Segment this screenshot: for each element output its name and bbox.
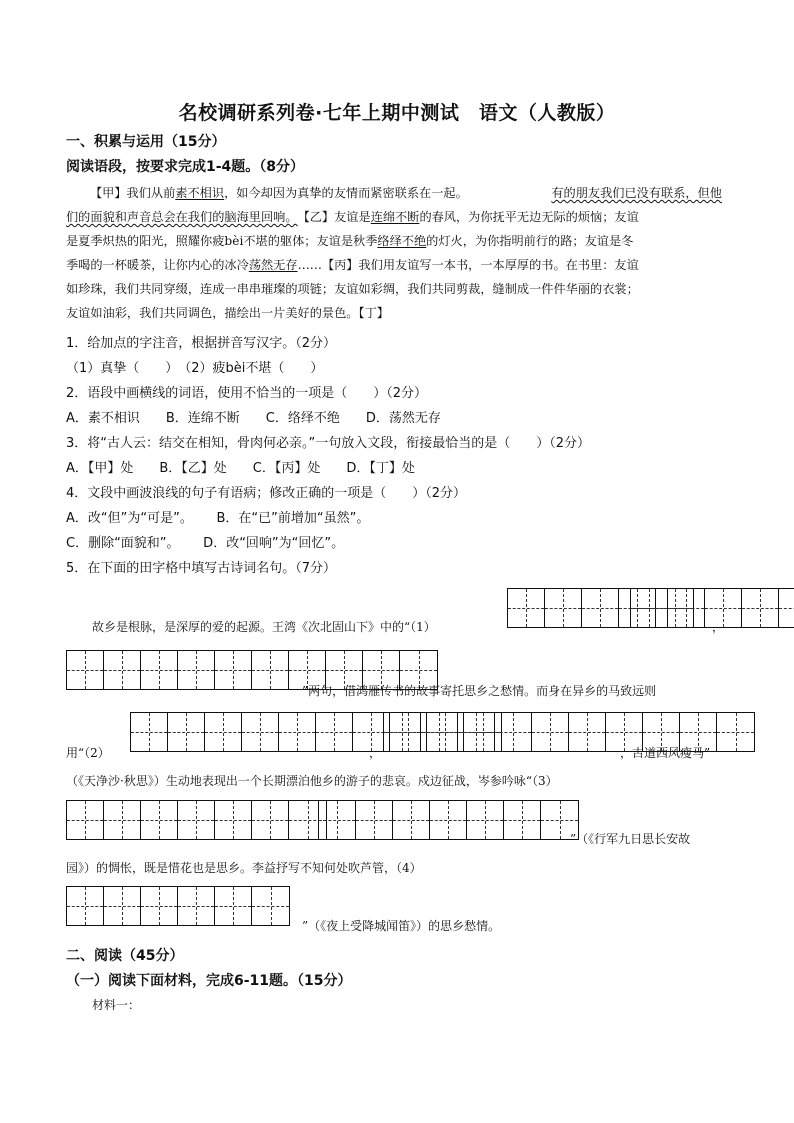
fill-text-6: 园》）的惆怅，既是惜花也是思乡。李益抒写不知何处吹芦管，（4）: [66, 861, 422, 875]
question-4-stem: 4．文段中画波浪线的句子有语病；修改正确的一项是（ ）（2分）: [66, 486, 467, 501]
passage-line-4: [66, 253, 722, 277]
question-4-options-cd: C．删除“面貌和”。 D．改“回响”为“回忆”。: [66, 536, 345, 551]
fill-comma-1: ，: [712, 620, 725, 634]
underlined-term-2: 连绵不断: [370, 210, 420, 224]
passage-text: ……【丙】我们用友谊写一本书，一本厚厚的书。在书里：友谊: [297, 258, 639, 272]
underlined-term-3: 络绎不绝: [377, 234, 427, 248]
question-3-stem: 3．将“古人云：结交在相知，骨肉何必亲。”一句放入文段，衔接最恰当的是（ ）（2分）: [66, 436, 591, 451]
question-3-options: A．【甲】处 B．【乙】处 C．【丙】处 D．【丁】处: [66, 461, 415, 476]
answer-grid-3a[interactable]: [66, 800, 327, 840]
question-4-options-ab: A．改“但”为“可是”。 B．在“已”前增加“虽然”。: [66, 511, 370, 526]
section1-instruction: 阅读语段，按要求完成1-4题。（8分）: [66, 159, 305, 175]
fill-text-5: ”（《行军九日思长安故: [570, 832, 691, 846]
passage-line-2: [66, 205, 722, 229]
question-1-options: （1）真挚（ ） （2）疲bèi不堪（ ）: [66, 361, 324, 376]
section2-subheading: （一）阅读下面材料，完成6-11题。（15分）: [66, 973, 352, 989]
passage-text: 【乙】友谊是: [297, 210, 371, 224]
fill-text-7: ”（《夜上受降城闻笛》）的思乡愁情。: [302, 919, 501, 933]
answer-grid-4[interactable]: [66, 886, 290, 926]
passage-line-1: [66, 181, 722, 205]
fill-text-4: （《天净沙·秋思》）生动地表现出一个长期漂泊他乡的游子的悲哀。戍边征战，岑参吟咏“（3）: [66, 774, 558, 788]
answer-grid-3b[interactable]: [318, 800, 579, 840]
question-2-stem: 2．语段中画横线的词语，使用不恰当的一项是（ ）（2分）: [66, 386, 428, 401]
fill-text-3: 用“（2）: [66, 746, 110, 760]
fill-text-1: 故乡是根脉，是深厚的爱的起源。王湾《次北固山下》中的“（1）: [92, 620, 436, 634]
underlined-term-4: 荡然无存: [248, 258, 298, 272]
material-label: 材料一：: [92, 998, 141, 1012]
passage-text: 【甲】我们从前: [90, 186, 176, 200]
underlined-term-1: 素不相识: [175, 186, 225, 200]
wavy-sentence-part-2: 们的面貌和声音总会在我们的脑海里回响。: [66, 210, 298, 224]
passage-line-5: 如珍珠，我们共同穿缀，连成一串串璀璨的项链；友谊如彩绸，我们共同剪裁，缝制成一件件华丽的衣裳；: [66, 282, 639, 296]
passage-text: 季喝的一杯暖茶，让你内心的冰冷: [66, 258, 249, 272]
fill-comma-2: ，: [369, 746, 382, 760]
question-1-stem: 1．给加点的字注音，根据拼音写汉字。（2分）: [66, 336, 337, 351]
passage-text: ，如今却因为真挚的友情而紧密联系在一起。: [224, 186, 468, 200]
wavy-sentence-part-1: 有的朋友我们已没有联系，但他: [551, 186, 722, 200]
passage-line-6: 友谊如油彩，我们共同调色，描绘出一片美好的景色。【丁】: [66, 306, 389, 320]
passage-line-3: [66, 229, 722, 253]
section1-heading: 一、积累与运用（15分）: [66, 134, 226, 150]
question-2-options: A．素不相识 B．连绵不断 C．络绎不绝 D．荡然无存: [66, 411, 441, 426]
section2-heading: 二、阅读（45分）: [66, 948, 184, 964]
passage-text: 的灯火，为你指明前行的路；友谊是冬: [426, 234, 634, 248]
passage-text: 的春风，为你抚平无边无际的烦恼；友谊: [419, 210, 639, 224]
question-5-stem: 5．在下面的田字格中填写古诗词名句。（7分）: [66, 561, 337, 576]
fill-text-2: ”两句，借鸿雁传书的故事寄托思乡之愁情。而身在异乡的马致远则: [302, 684, 657, 698]
fill-text-3-end: ，古道西风瘦马”: [620, 746, 711, 760]
page-title: 名校调研系列卷·七年上期中测试 语文（人教版）: [178, 102, 616, 124]
passage-text: 是夏季炽热的阳光，照耀你疲bèi不堪的躯体；友谊是秋季: [66, 234, 378, 248]
